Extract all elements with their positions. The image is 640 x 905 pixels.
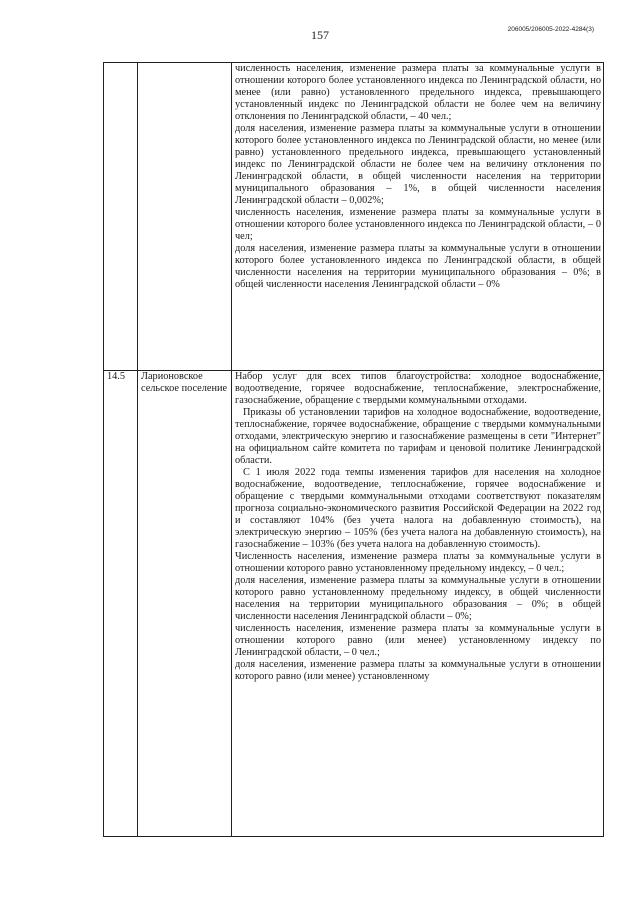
row-number-cell [104, 63, 138, 371]
document-code: 206005/206005-2022-4284(3) [507, 26, 594, 33]
paragraph: доля населения, изменение размера платы за коммунальные услуги в отношении которого более установленного индекса по Ленинградской области, в общей численности населения на территории муниципального образования – 0%; в общей численности населения Ленинградской области – 0% [235, 243, 601, 290]
document-table [103, 62, 604, 837]
paragraph: Численность населения, изменение размера платы за коммунальные услуги в отношении которого равно установленному предельному индексу, – 0 чел.; [235, 551, 601, 574]
paragraph: Приказы об установлении тарифов на холодное водоснабжение, водоотведение, теплоснабжение, горячее водоснабжение, обращение с твердыми коммунальными отходами, электрическую энергию и газоснабжение размещены в сети "Интернет" на официальном сайте комитета по тарифам и ценовой политике Ленинградской области. [235, 407, 601, 466]
description-cell [232, 63, 604, 371]
settlement-name-cell: Ларионовское сельское поселение [138, 371, 232, 837]
paragraph: Набор услуг для всех типов благоустройства: холодное водоснабжение, водоотведение, горячее водоснабжение, теплоснабжение, электроснабжение, газоснабжение, обращение с твердыми коммунальными отходами. [235, 371, 601, 406]
paragraph: численность населения, изменение размера платы за коммунальные услуги в отношении которого равно (или менее) установленному индексу по Ленинградской области, – 0 чел.; [235, 623, 601, 658]
paragraph: численность населения, изменение размера платы за коммунальные услуги в отношении которого более установленного индекса по Ленинградской области, – 0 чел; [235, 207, 601, 242]
paragraph: численность населения, изменение размера платы за коммунальные услуги в отношении которого более установленного индекса по Ленинградской области, но менее (или равно) установленного предельного индекса, превышающего установленный индекс по Ленинградской области не более чем на величину отклонения по Ленинградской области, – 40 чел.; [235, 63, 601, 122]
row-number-cell: 14.5 [104, 371, 138, 837]
paragraph: С 1 июля 2022 года темпы изменения тарифов для населения на холодное водоснабжение, водоотведение, теплоснабжение, горячее водоснабжение и обращение с твердыми коммунальными отходами соответствуют показателям прогноза социально-экономического развития Российской Федерации на 2022 год и составляют 104% (без учета налога на добавленную стоимость), на электрическую энергию – 105% (без учета налога на добавленную стоимость), на газоснабжение – 103% (без учета налога на добавленную стоимость). [235, 467, 601, 550]
table-row [104, 63, 604, 371]
paragraph: доля населения, изменение размера платы за коммунальные услуги в отношении которого равно (или менее) установленному [235, 659, 601, 682]
paragraph: доля населения, изменение размера платы за коммунальные услуги в отношении которого более установленного индекса по Ленинградской области, но менее (или равно) установленного предельного индекса, превышающего установленный индекс по Ленинградской области не более чем на величину отклонения по Ленинградской области, в общей численности населения на территории муниципального образования – 1%, в общей численности населения Ленинградской области – 0,002%; [235, 123, 601, 206]
paragraph: доля населения, изменение размера платы за коммунальные услуги в отношении которого равно установленному предельному индексу, в общей численности населения на территории муниципального образования – 0%; в общей численности населения Ленинградской области – 0%; [235, 575, 601, 622]
table-row [104, 371, 604, 837]
settlement-name-cell [138, 63, 232, 371]
description-cell [232, 371, 604, 837]
page-number: 157 [311, 28, 329, 42]
